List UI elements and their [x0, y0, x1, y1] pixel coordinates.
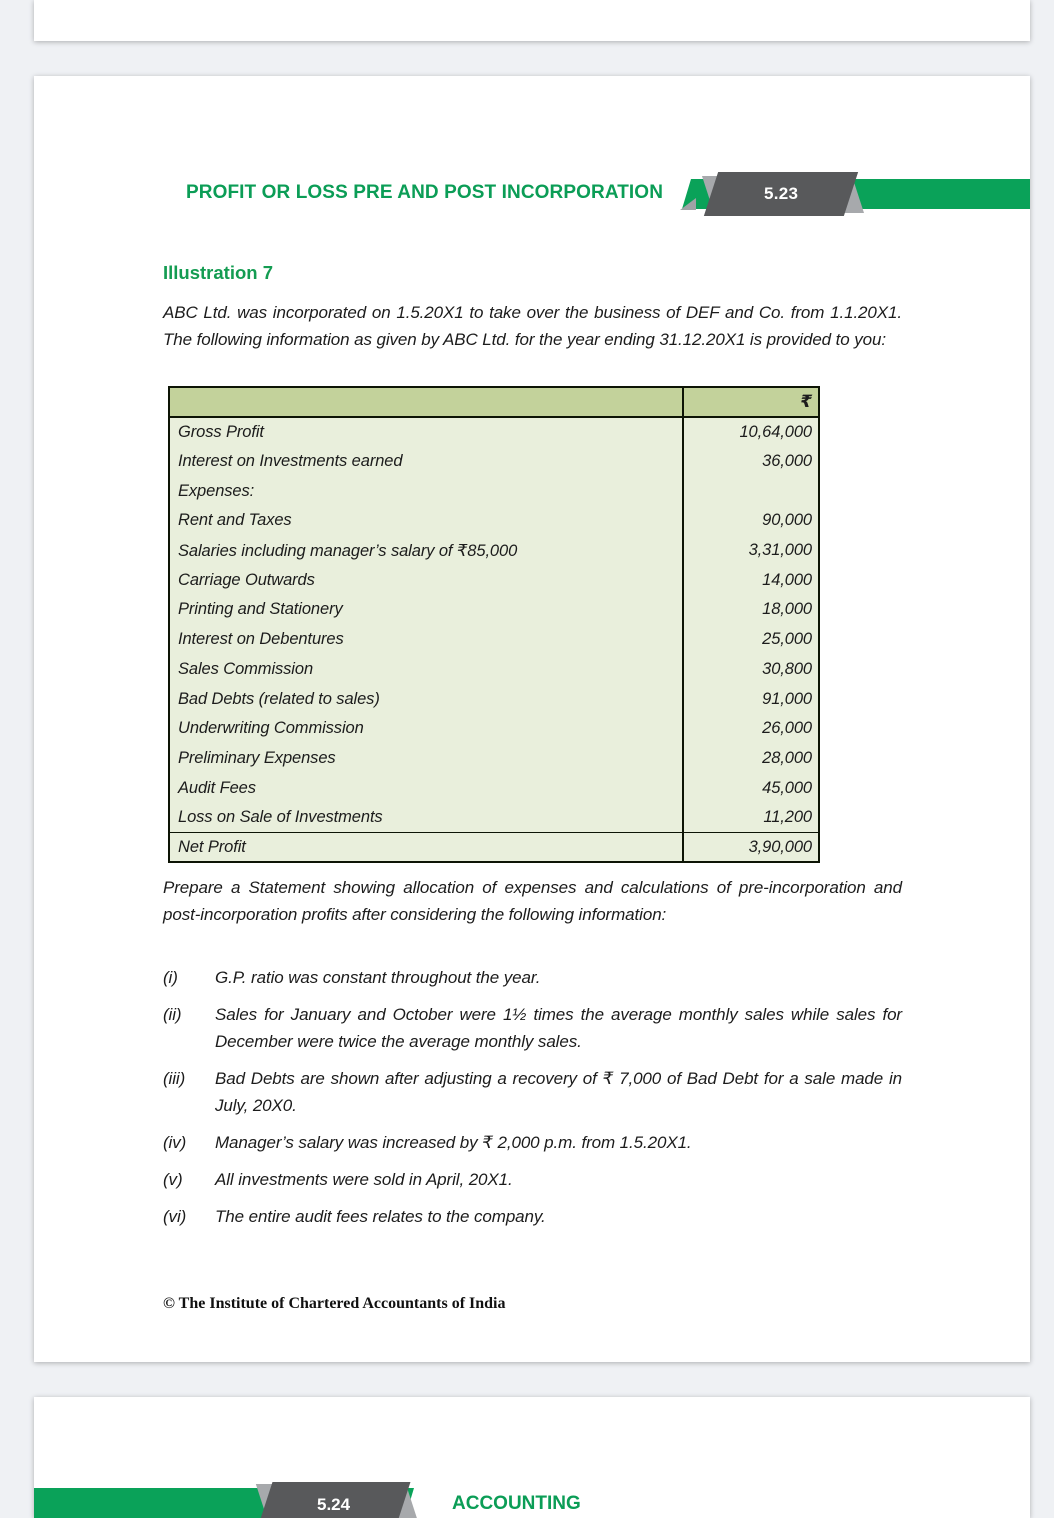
- item-label: Rent and Taxes: [169, 506, 683, 536]
- note-text: All investments were sold in April, 20X1.: [215, 1170, 513, 1189]
- item-value: 18,000: [683, 595, 819, 625]
- table-row: [169, 744, 819, 774]
- notes-list: [163, 964, 902, 1240]
- page-number: 5.23: [763, 184, 799, 203]
- next-page-fragment: [34, 1397, 1030, 1518]
- prepare-paragraph: Prepare a Statement showing allocation of expenses and calculations of pre-incorporation and post-incorporation profits after considering the following information:: [163, 878, 902, 924]
- list-item: [163, 964, 902, 991]
- table-row: [169, 625, 819, 655]
- item-label: Expenses:: [169, 476, 683, 506]
- currency-column-header: ₹: [683, 387, 819, 417]
- item-value: 14,000: [683, 565, 819, 595]
- note-text: Manager’s salary was increased by ₹ 2,000 p.m. from 1.5.20X1.: [215, 1133, 692, 1152]
- item-label: Net Profit: [169, 833, 683, 863]
- item-label: Preliminary Expenses: [169, 744, 683, 774]
- table-row: [169, 773, 819, 803]
- item-label: Carriage Outwards: [169, 565, 683, 595]
- table-row: [169, 714, 819, 744]
- item-value: 45,000: [683, 773, 819, 803]
- item-value: 11,200: [683, 803, 819, 833]
- table-row: [169, 536, 819, 566]
- table-row: [169, 565, 819, 595]
- note-number: (v): [163, 1170, 183, 1189]
- item-label: Printing and Stationery: [169, 595, 683, 625]
- item-value: 30,800: [683, 655, 819, 685]
- note-number: (ii): [163, 1005, 182, 1024]
- table-row: [169, 417, 819, 447]
- list-item: [163, 1001, 902, 1055]
- next-page-number-badge: [258, 1482, 411, 1518]
- item-label: Interest on Investments earned: [169, 447, 683, 477]
- item-label: Underwriting Commission: [169, 714, 683, 744]
- item-label: Gross Profit: [169, 417, 683, 447]
- item-value: [683, 476, 819, 506]
- note-text: G.P. ratio was constant throughout the year.: [215, 968, 541, 987]
- item-value: 28,000: [683, 744, 819, 774]
- item-value: 36,000: [683, 447, 819, 477]
- page-number-badge: [704, 172, 858, 216]
- item-label: Loss on Sale of Investments: [169, 803, 683, 833]
- note-number: (i): [163, 968, 178, 987]
- item-label: Audit Fees: [169, 773, 683, 803]
- table-row: [169, 684, 819, 714]
- item-label: Bad Debts (related to sales): [169, 684, 683, 714]
- next-chapter-title: ACCOUNTING: [452, 1493, 581, 1514]
- list-item: [163, 1203, 902, 1230]
- table-row: [169, 833, 819, 863]
- table-row: [169, 595, 819, 625]
- copyright-footer: © The Institute of Chartered Accountants of India: [163, 1295, 506, 1312]
- list-item: [163, 1129, 902, 1156]
- document-page: [34, 76, 1030, 1362]
- item-label: Interest on Debentures: [169, 625, 683, 655]
- item-value: 25,000: [683, 625, 819, 655]
- item-value: 3,90,000: [683, 833, 819, 863]
- list-item: [163, 1065, 902, 1119]
- chapter-title: PROFIT OR LOSS PRE AND POST INCORPORATION: [186, 182, 664, 203]
- note-number: (iv): [163, 1133, 187, 1152]
- list-item: [163, 1166, 902, 1193]
- item-value: 10,64,000: [683, 417, 819, 447]
- blank-column-header: [169, 387, 683, 417]
- table-row: [169, 655, 819, 685]
- item-label: Salaries including manager’s salary of ₹85,000: [169, 536, 683, 566]
- table-row: [169, 803, 819, 833]
- next-page-number: 5.24: [317, 1495, 351, 1514]
- item-value: 26,000: [683, 714, 819, 744]
- note-text: Bad Debts are shown after adjusting a recovery of ₹ 7,000 of Bad Debt for a sale made in July, 20X0.: [215, 1069, 902, 1115]
- item-value: 3,31,000: [683, 536, 819, 566]
- note-text: Sales for January and October were 1½ times the average monthly sales while sales for December were twice the average monthly sales.: [215, 1005, 902, 1051]
- table-header-row: [169, 387, 819, 417]
- illustration-heading: Illustration 7: [163, 262, 273, 283]
- table-row: [169, 506, 819, 536]
- intro-paragraph: ABC Ltd. was incorporated on 1.5.20X1 to take over the business of DEF and Co. from 1.1.20X1. The following information as given by ABC Ltd. for the year ending 31.12.20X1 is provided to you:: [163, 303, 902, 349]
- previous-page-fragment: [34, 0, 1030, 41]
- item-value: 91,000: [683, 684, 819, 714]
- note-number: (vi): [163, 1207, 187, 1226]
- note-number: (iii): [163, 1069, 186, 1088]
- item-value: 90,000: [683, 506, 819, 536]
- note-text: The entire audit fees relates to the company.: [215, 1207, 546, 1226]
- item-label: Sales Commission: [169, 655, 683, 685]
- table-row: [169, 476, 819, 506]
- financials-table: [168, 386, 820, 863]
- table-row: [169, 447, 819, 477]
